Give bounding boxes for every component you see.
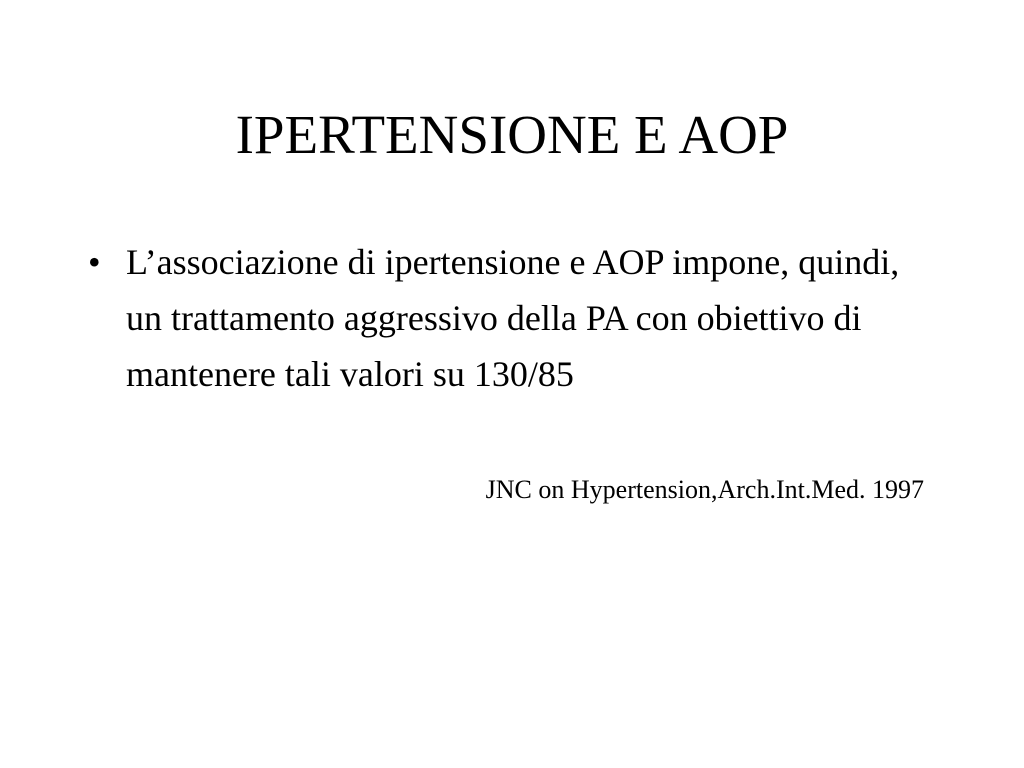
slide-title: IPERTENSIONE E AOP: [235, 104, 789, 165]
bullet-list: [88, 234, 938, 402]
citation: JNC on Hypertension,Arch.Int.Med. 1997: [485, 475, 924, 504]
bullet-item: [88, 234, 938, 402]
bullet-marker: •: [88, 242, 101, 282]
bullet-text: L’associazione di ipertensione e AOP impone, quindi, un trattamento aggressivo della PA con obiettivo di mantenere tali valori su 130/85: [126, 242, 900, 394]
